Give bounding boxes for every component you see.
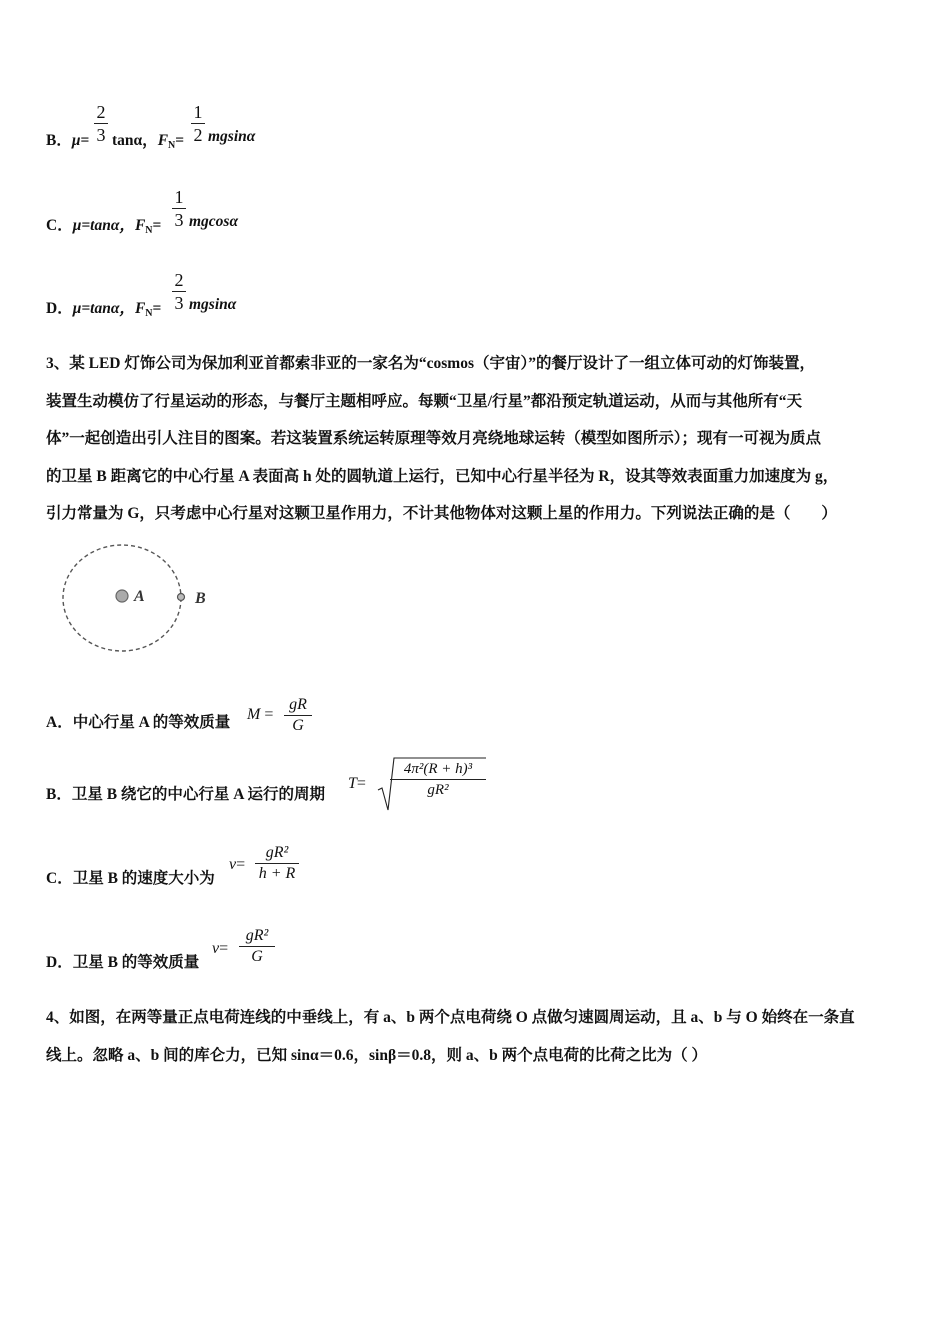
prev-option-d-fraction: 2 3 [172, 269, 186, 314]
q3-option-b-lhs: T= [348, 775, 366, 792]
q4-stem [46, 999, 855, 1074]
q3-line: 体”一起创造出引人注目的图案。若这装置系统运转原理等效月亮绕地球运转（模型如图所示）；现有一可视为质点 [46, 430, 822, 447]
label-a: A [134, 588, 145, 605]
q3-option-d-fraction: gR² G [239, 926, 275, 967]
planet-a [116, 590, 128, 602]
q3-stem [46, 345, 838, 533]
prev-option-b-fn-fraction: 1 2 [191, 101, 205, 146]
q3-option-a-lhs: M = [247, 706, 274, 723]
prev-option-c-fraction: 1 3 [172, 186, 186, 231]
orbit-diagram [55, 538, 225, 658]
q4-line: 4、如图，在两等量正点电荷连线的中垂线上，有 a、b 两个点电荷绕 O 点做匀速圆周运动，且 a、b 与 O 始终在一条直 [46, 1009, 855, 1026]
prev-option-d-tail: mgsinα [189, 296, 237, 313]
q3-option-d-lhs: v= [212, 940, 229, 957]
q3-option-a-fraction: gR G [284, 695, 312, 736]
label-b: B [195, 590, 206, 607]
satellite-b [178, 594, 185, 601]
prev-option-c-tail: mgcosα [189, 213, 239, 230]
q3-option-b-label: B．卫星 B 绕它的中心行星 A 运行的周期 [46, 786, 326, 803]
q3-option-c-lhs: v= [229, 856, 246, 873]
q3-option-c-fraction: gR² h + R [255, 843, 299, 884]
q3-option-d-label: D．卫星 B 的等效质量 [46, 954, 200, 971]
prev-option-d: D．μ=tanα，$F_N=$ [46, 300, 162, 319]
q3-option-a-label: A．中心行星 A 的等效质量 [46, 714, 231, 731]
q3-option-b-fraction: 4π²(R + h)³ gR² [390, 759, 486, 800]
q3-line: 3、某 LED 灯饰公司为保加利亚首都索非亚的一家名为“cosmos（宇宙）”的餐厅设计了一组立体可动的灯饰装置， [46, 355, 815, 372]
q4-line: 线上。忽略 a、b 间的库仑力，已知 sinα＝0.6，sinβ＝0.8，则 a、b 两个点电荷的比荷之比为（ ） [46, 1046, 707, 1064]
q3-line: 装置生动模仿了行星运动的形态，与餐厅主题相呼应。每颗“卫星/行星”都沿预定轨道运动，从而与其他所有“天 [46, 392, 803, 410]
q3-line: 引力常量为 G，只考虑中心行星对这颗卫星作用力，不计其他物体对这颗上星的作用力。下列说法正确的是（ ） [46, 505, 837, 522]
prev-option-b-mu-fraction: 2 3 [94, 101, 108, 146]
q3-option-c-label: C．卫星 B 的速度大小为 [46, 870, 215, 887]
prev-option-b-tail: mgsinα [208, 128, 256, 145]
prev-option-c: C．μ=tanα，$F_N=$ [46, 217, 162, 236]
prev-option-b: B．μ= [46, 132, 90, 149]
q3-line: 的卫星 B 距离它的中心行星 A 表面高 h 处的圆轨道上运行，已知中心行星半径为 R，设其等效表面重力加速度为 g， [46, 467, 839, 485]
prev-option-b-mid: tanα，$F_N=$ [112, 132, 185, 151]
